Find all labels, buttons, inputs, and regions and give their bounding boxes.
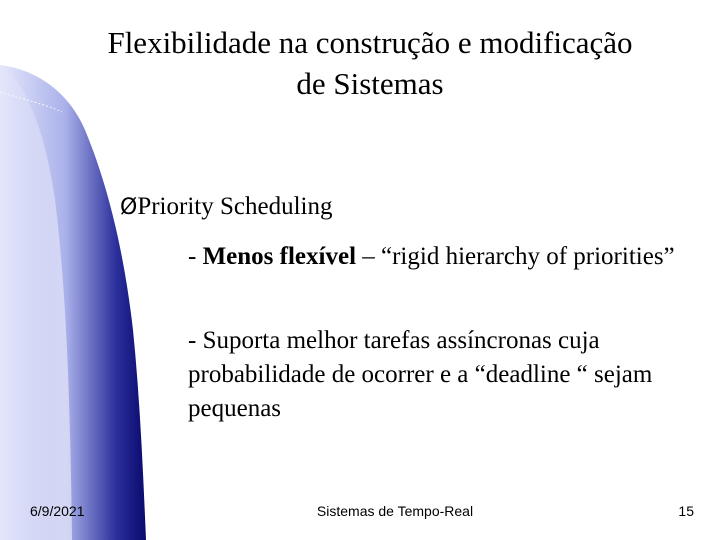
sub-item-1-dash: -: [188, 243, 203, 270]
sub-item-1: [188, 240, 688, 274]
bullet-text: Priority Scheduling: [137, 193, 333, 220]
slide-number: 15: [678, 503, 694, 519]
title-line-2: de Sistemas: [296, 66, 444, 101]
bullet-item: [120, 190, 332, 225]
sub-item-2: - Suporta melhor tarefas assíncronas cuja probabilidade de ocorrer e a “deadline “ sejam pequenas: [188, 327, 653, 422]
footer-title: Sistemas de Tempo-Real: [316, 503, 474, 519]
slide-title: [40, 22, 700, 104]
title-line-1: Flexibilidade na construção e modificação: [107, 25, 633, 60]
footer-date: 6/9/2021: [30, 503, 85, 519]
sub-item-1-bold: Menos flexível: [202, 243, 357, 270]
arrow-bullet-icon: Ø: [120, 195, 138, 220]
sub-item-1-rest: – “rigid hierarchy of priorities”: [356, 243, 675, 270]
